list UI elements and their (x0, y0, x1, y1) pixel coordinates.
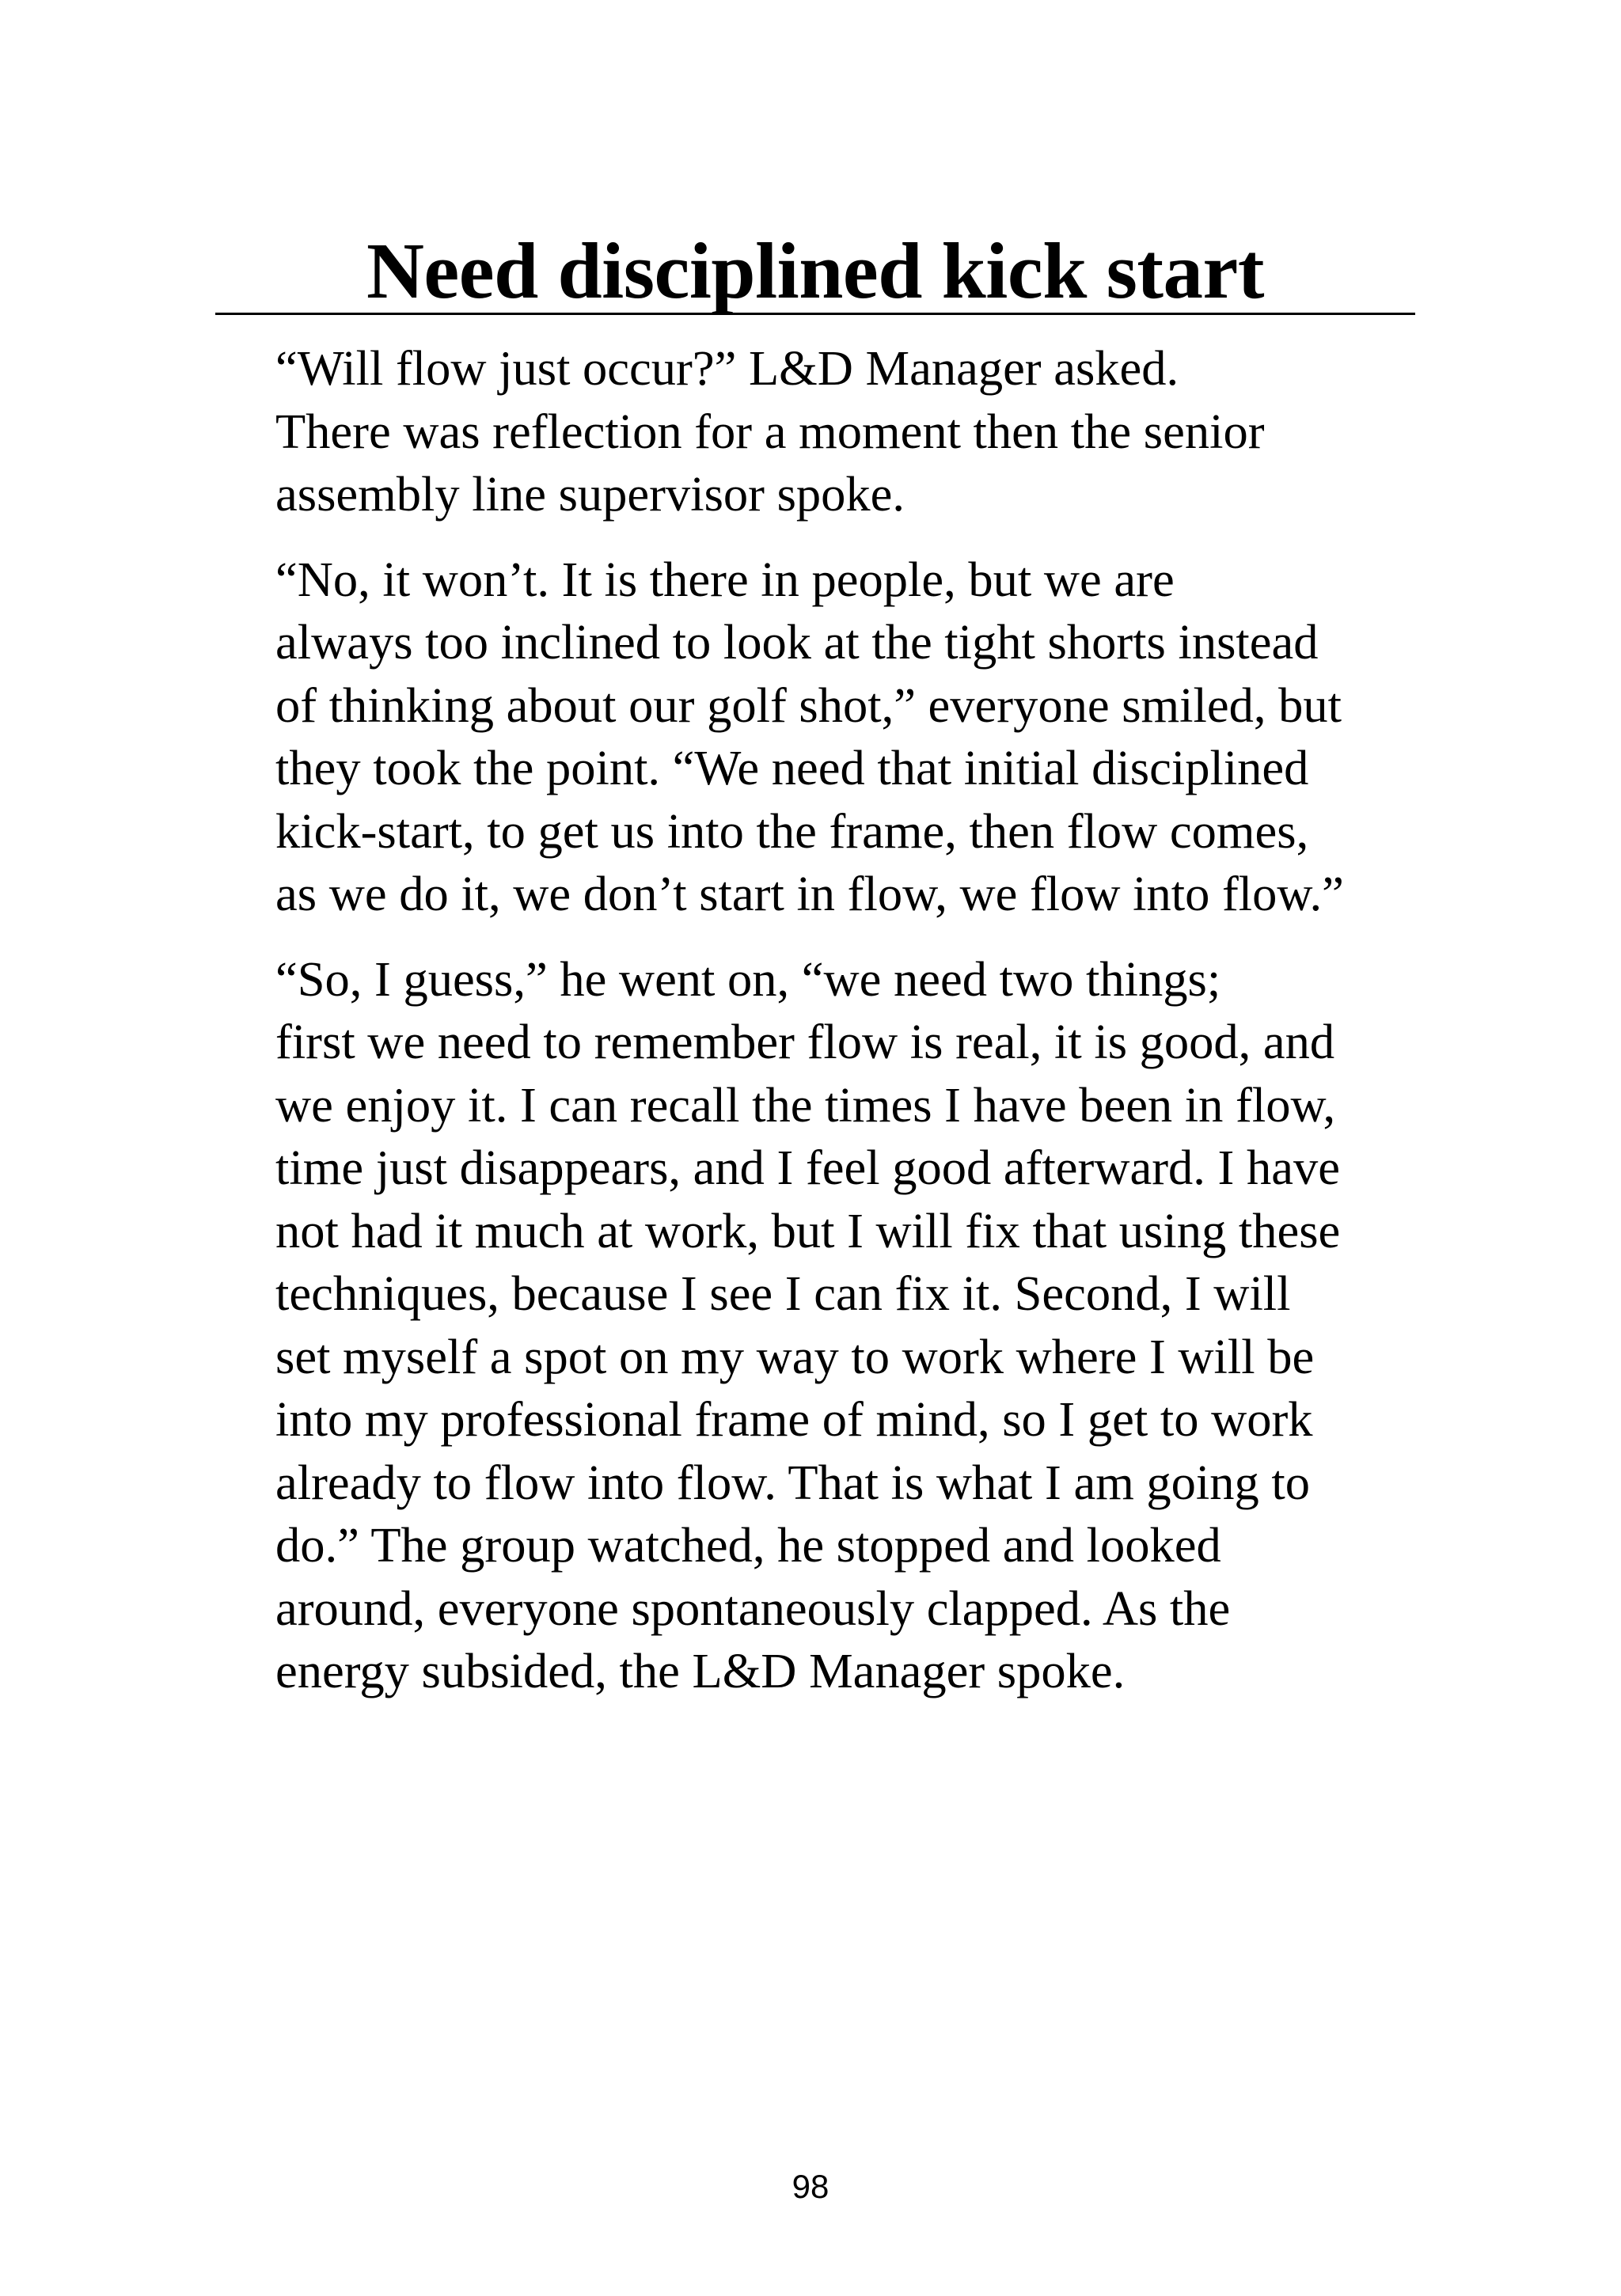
text-line: energy subsided, the L&D Manager spoke. (275, 1643, 1126, 1698)
body-text (220, 337, 1423, 1725)
paragraph-3 (220, 948, 1423, 1703)
text-line: There was reflection for a moment then the senior (275, 403, 1265, 459)
text-line: they took the point. “We need that initial disciplined (275, 740, 1309, 795)
text-line: of thinking about our golf shot,” everyone smiled, but (275, 677, 1342, 733)
text-line: always too inclined to look at the tight shorts instead (275, 614, 1319, 670)
text-line: “So, I guess,” he went on, “we need two things; (275, 951, 1221, 1007)
paragraph-1 (220, 337, 1423, 526)
paragraph-2 (220, 548, 1423, 926)
text-line: “Will flow just occur?” L&D Manager asked. (275, 340, 1179, 396)
text-line: not had it much at work, but I will fix that using these (275, 1202, 1341, 1258)
text-line: kick-start, to get us into the frame, then flow comes, (275, 803, 1309, 859)
text-line: into my professional frame of mind, so I get to work (275, 1391, 1313, 1447)
text-line: “No, it won’t. It is there in people, but we are (275, 551, 1175, 607)
text-line: we enjoy it. I can recall the times I have been in flow, (275, 1076, 1336, 1133)
text-line: time just disappears, and I feel good afterward. I have (275, 1140, 1340, 1195)
text-line: do.” The group watched, he stopped and looked (275, 1517, 1221, 1573)
text-line: first we need to remember flow is real, it is good, and (275, 1014, 1335, 1069)
title-underline-divider (215, 313, 1415, 315)
page-number: 98 (792, 2168, 829, 2205)
text-line: around, everyone spontaneously clapped. As the (275, 1580, 1231, 1636)
text-line: already to flow into flow. That is what I am going to (275, 1454, 1311, 1510)
text-line: as we do it, we don’t start in flow, we flow into flow.” (275, 866, 1344, 921)
chapter-title: Need disciplined kick start (366, 226, 1265, 315)
text-line: assembly line supervisor spoke. (275, 466, 905, 522)
text-line: techniques, because I see I can fix it. Second, I will (275, 1266, 1291, 1321)
text-line: set myself a spot on my way to work where I will be (275, 1328, 1315, 1384)
